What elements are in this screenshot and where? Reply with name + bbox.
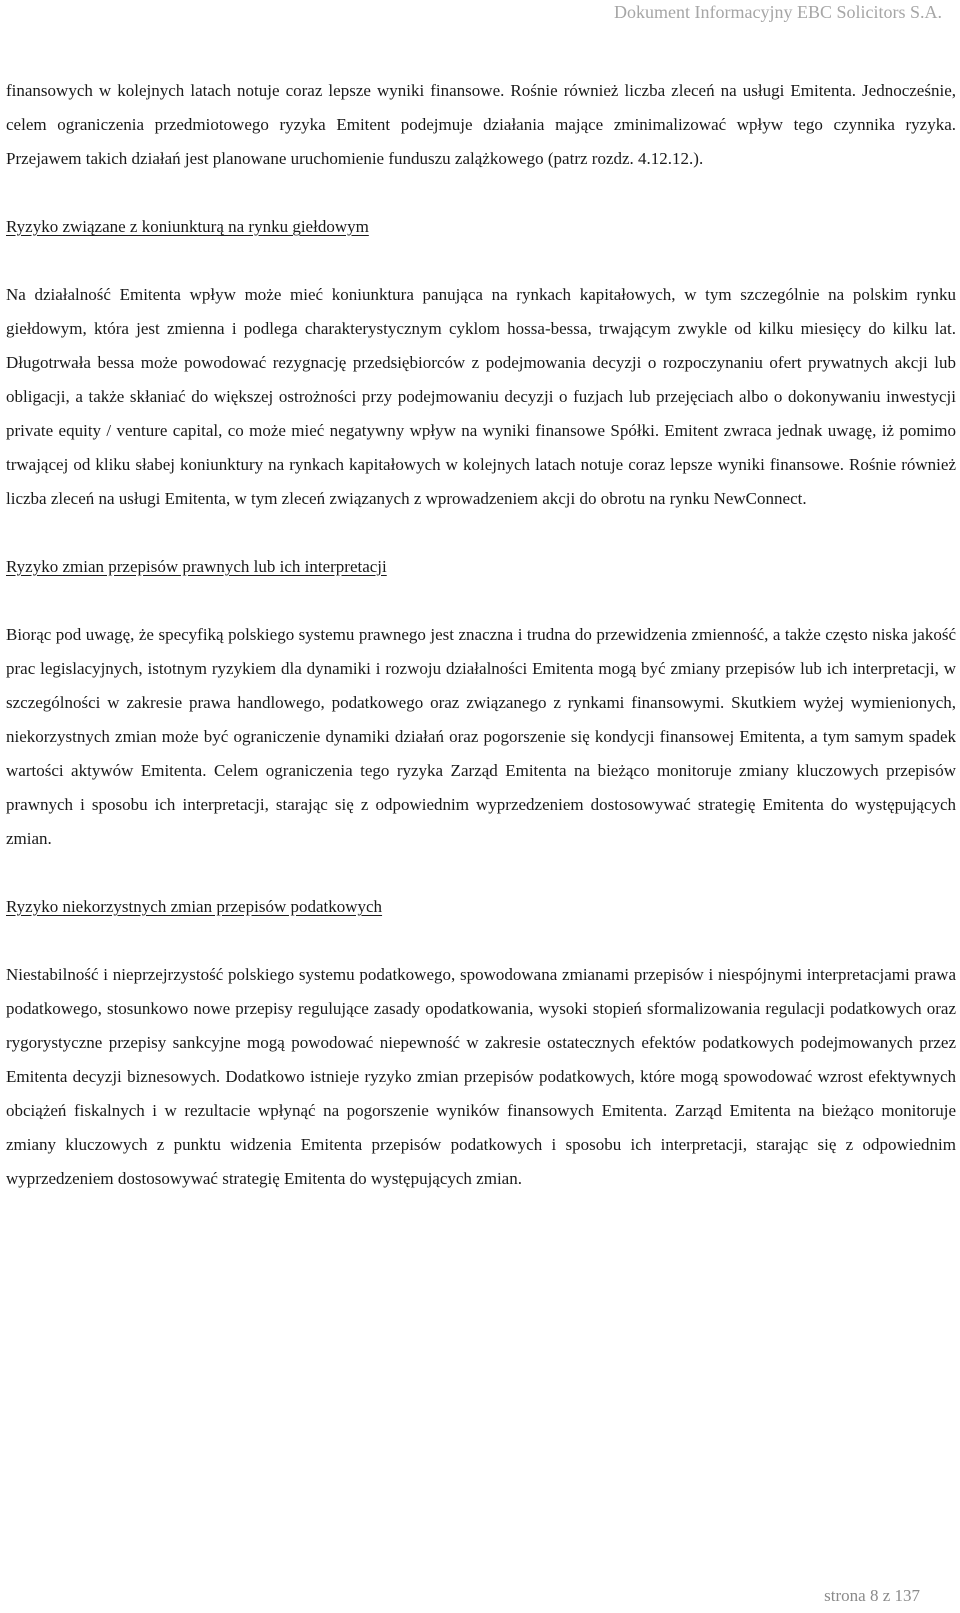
paragraph-market-conditions: Na działalność Emitenta wpływ może mieć koniunktura panująca na rynkach kapitałowych, w tym szczególnie na polskim rynku giełdowym, która jest zmienna i podlega charakterystycznym cyklom hossa-bessa, trwającym zwykle od kilku miesięcy do kilku lat. Długotrwała bessa może powodować rezygnację przedsiębiorców z podejmowania decyzji o rozpoczynaniu ofert prywatnych akcji lub obligacji, a także skłaniać do większej ostrożności przy podejmowaniu decyzji o fuzjach lub przejęciach albo o dokonywaniu inwestycji private equity / venture capital, co może mieć negatywny wpływ na wyniki finansowe Spółki. Emitent zwraca jednak uwagę, iż pomimo trwającej od kliku słabej koniunktury na rynkach kapitałowych w kolejnych latach notuje coraz lepsze wyniki finansowe. Rośnie również liczba zleceń na usługi Emitenta, w tym zleceń związanych z wprowadzeniem akcji do obrotu na rynku NewConnect.	[6, 285, 956, 508]
paragraph-continuation: finansowych w kolejnych latach notuje coraz lepsze wyniki finansowe. Rośnie również liczba zleceń na usługi Emitenta. Jednocześnie, celem ograniczenia przedmiotowego ryzyka Emitent podejmuje działania mające zminimalizować wpływ tego czynnika ryzyka. Przejawem takich działań jest planowane uruchomienie funduszu zalążkowego (patrz rozdz. 4.12.12.).	[6, 81, 956, 168]
running-header-title: Dokument Informacyjny EBC Solicitors S.A.	[614, 2, 942, 22]
section-heading-tax-changes: Ryzyko niekorzystnych zmian przepisów podatkowych	[6, 897, 383, 916]
paragraph-tax-changes: Niestabilność i nieprzejrzystość polskiego systemu podatkowego, spowodowana zmianami przepisów i niespójnymi interpretacjami prawa podatkowego, stosunkowo nowe przepisy regulujące zasady opodatkowania, wysoki stopień sformalizowania regulacji podatkowych oraz rygorystyczne przepisy sankcyjne mogą powodować niepewność w zakresie ostatecznych efektów podatkowych podejmowanych przez Emitenta decyzji biznesowych. Dodatkowo istnieje ryzyko zmian przepisów podatkowych, które mogą spowodować wzrost efektywnych obciążeń fiskalnych i w rezultacie wpłynąć na pogorszenie wyników finansowych Emitenta. Zarząd Emitenta na bieżąco monitoruje zmiany kluczowych z punktu widzenia Emitenta przepisów podatkowych i sposobu ich interpretacji, starając się z odpowiednim wyprzedzeniem dostosowywać strategię Emitenta do występujących zmian.	[6, 965, 956, 1188]
section-heading-legal-changes: Ryzyko zmian przepisów prawnych lub ich interpretacji	[6, 557, 387, 576]
section-heading-market-conditions: Ryzyko związane z koniunkturą na rynku giełdowym	[6, 217, 369, 236]
paragraph-legal-changes: Biorąc pod uwagę, że specyfiką polskiego systemu prawnego jest znaczna i trudna do przewidzenia zmienność, a także często niska jakość prac legislacyjnych, istotnym ryzykiem dla dynamiki i rozwoju działalności Emitenta mogą być zmiany przepisów lub ich interpretacji, w szczególności w zakresie prawa handlowego, podatkowego oraz związanego z rynkami finansowymi. Skutkiem wyżej wymienionych, niekorzystnych zmian może być ograniczenie dynamiki działań oraz pogorszenie się kondycji finansowej Emitenta, a tym samym spadek wartości aktywów Emitenta. Celem ograniczenia tego ryzyka Zarząd Emitenta na bieżąco monitoruje zmiany kluczowych przepisów prawnych i sposobu ich interpretacji, starając się z odpowiednim wyprzedzeniem dostosowywać strategię Emitenta do występujących zmian.	[6, 625, 956, 848]
page-number: strona 8 z 137	[824, 1586, 920, 1605]
document-body	[6, 74, 956, 1196]
